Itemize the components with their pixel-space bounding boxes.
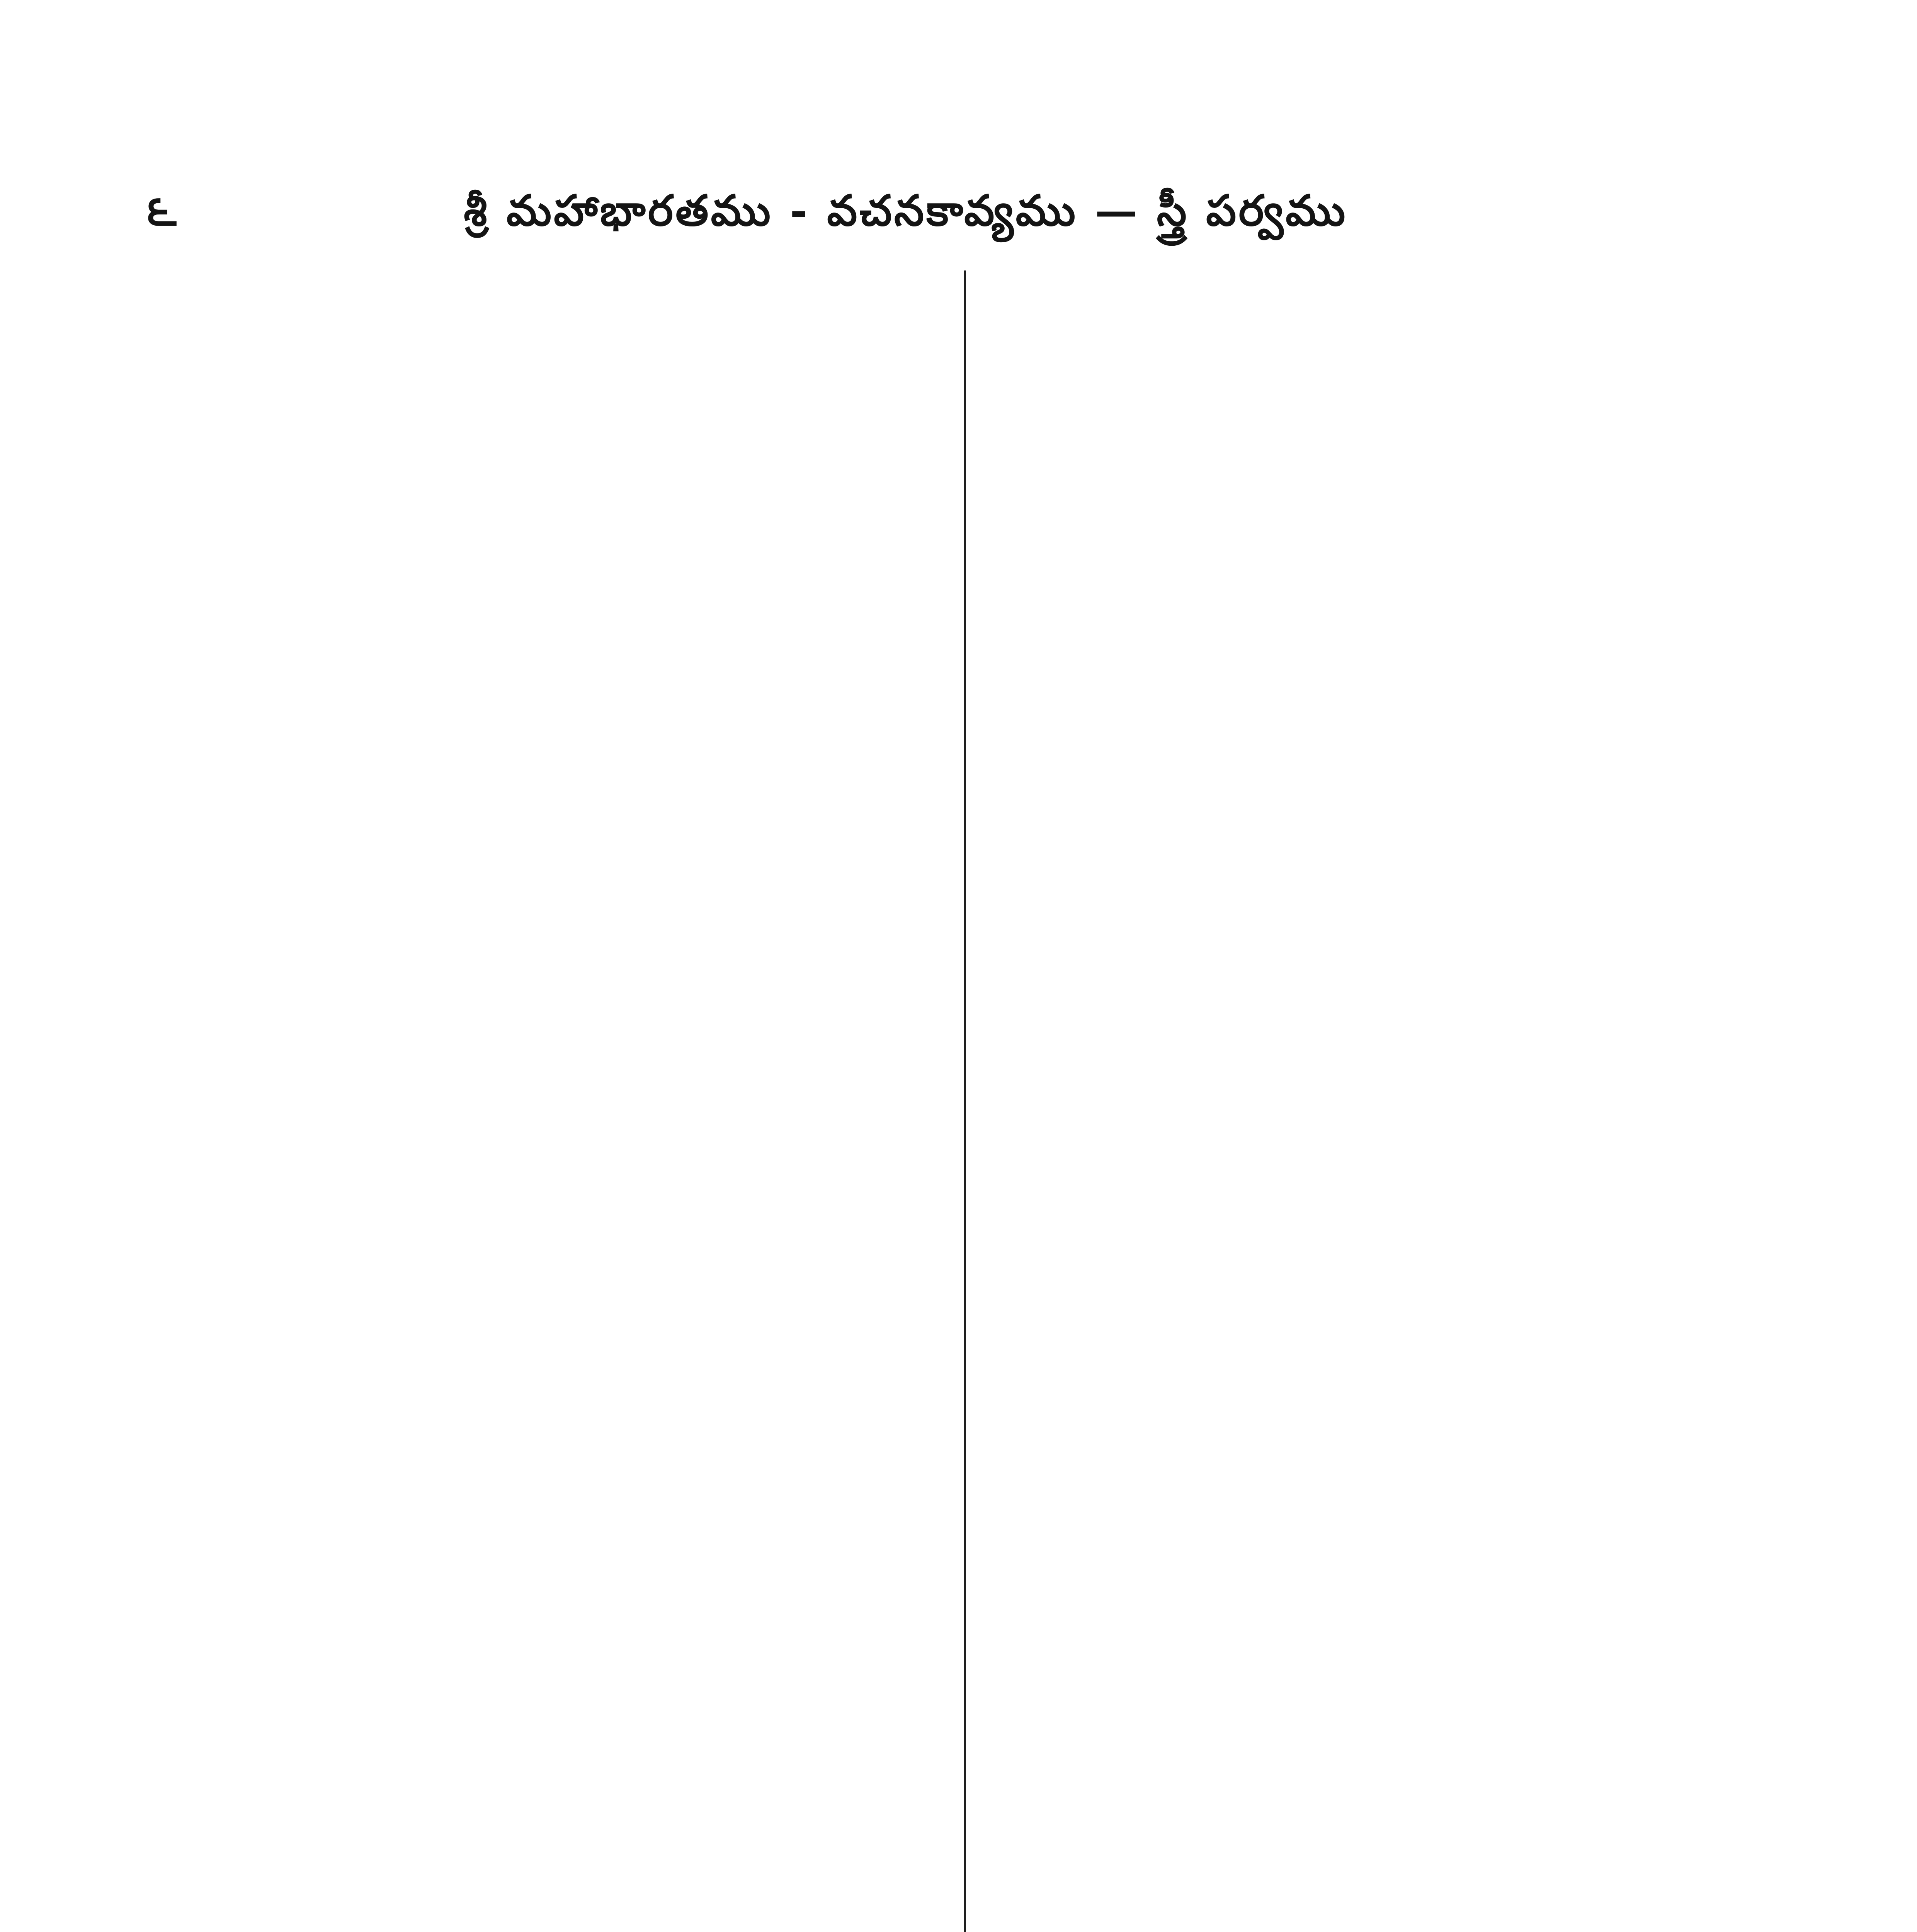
right-column-line: [974, 1867, 1785, 1926]
left-column-line: [147, 1394, 958, 1453]
right-column-line: [974, 448, 1785, 507]
right-column-line: [974, 1157, 1785, 1216]
left-column-line: [147, 625, 958, 684]
right-column-line: [974, 1748, 1785, 1808]
right-column-line: [974, 1512, 1785, 1571]
right-column-line: [974, 980, 1785, 1039]
right-column-line: [974, 1335, 1785, 1394]
right-column-line: [974, 330, 1785, 389]
right-column-line: [974, 1926, 1785, 1932]
left-column-line: [147, 330, 958, 389]
left-column-line: [147, 1689, 958, 1748]
left-column-line: [147, 684, 958, 743]
right-column-line: [974, 1808, 1785, 1867]
right-column-line: [974, 1630, 1785, 1689]
right-column-line: [974, 507, 1785, 566]
right-column-line: [974, 743, 1785, 803]
right-column-line: [974, 625, 1785, 684]
right-column-line: [974, 1039, 1785, 1098]
left-column-line: [147, 448, 958, 507]
left-column-line: [147, 566, 958, 625]
left-column-line: [147, 1630, 958, 1689]
right-column-line: [974, 1098, 1785, 1157]
left-column-line: [147, 1926, 958, 1932]
left-text-column: [147, 270, 958, 1932]
left-column-line: [147, 1808, 958, 1867]
left-column-line: [147, 1098, 958, 1157]
right-column-line: [974, 1571, 1785, 1630]
right-column-line: [974, 1689, 1785, 1748]
right-column-line: [974, 1276, 1785, 1335]
left-column-line: [147, 1571, 958, 1630]
left-column-line: [147, 1748, 958, 1808]
left-column-line: [147, 1216, 958, 1276]
left-column-line: [147, 1157, 958, 1216]
left-column-line: [147, 1335, 958, 1394]
left-column-line: [147, 803, 958, 862]
left-column-line: [147, 389, 958, 448]
right-column-line: [974, 389, 1785, 448]
right-column-line: [974, 684, 1785, 743]
right-column-line: [974, 270, 1785, 330]
right-column-line: [974, 1394, 1785, 1453]
column-divider: [964, 270, 966, 1932]
left-column-line: [147, 921, 958, 980]
page-number: ౬: [147, 185, 177, 235]
left-column-line: [147, 1039, 958, 1098]
right-column-line: [974, 566, 1785, 625]
left-column-line: [147, 862, 958, 921]
right-column-line: [974, 1453, 1785, 1512]
running-title: శ్రీ మహాభారతము - వచనకావ్యము — స్త్రీ పర్వము: [464, 185, 1348, 235]
right-column-line: [974, 1216, 1785, 1276]
left-column-line: [147, 1453, 958, 1512]
right-column-line: [974, 803, 1785, 862]
left-column-line: [147, 507, 958, 566]
right-column-line: [974, 862, 1785, 921]
left-column-line: [147, 980, 958, 1039]
right-text-column: [974, 270, 1785, 1932]
page-header: [147, 182, 1785, 240]
right-column-line: [974, 921, 1785, 980]
left-column-line: [147, 743, 958, 803]
left-column-line: [147, 1867, 958, 1926]
left-column-line: [147, 1512, 958, 1571]
left-column-line: [147, 1276, 958, 1335]
left-column-line: [147, 270, 958, 330]
